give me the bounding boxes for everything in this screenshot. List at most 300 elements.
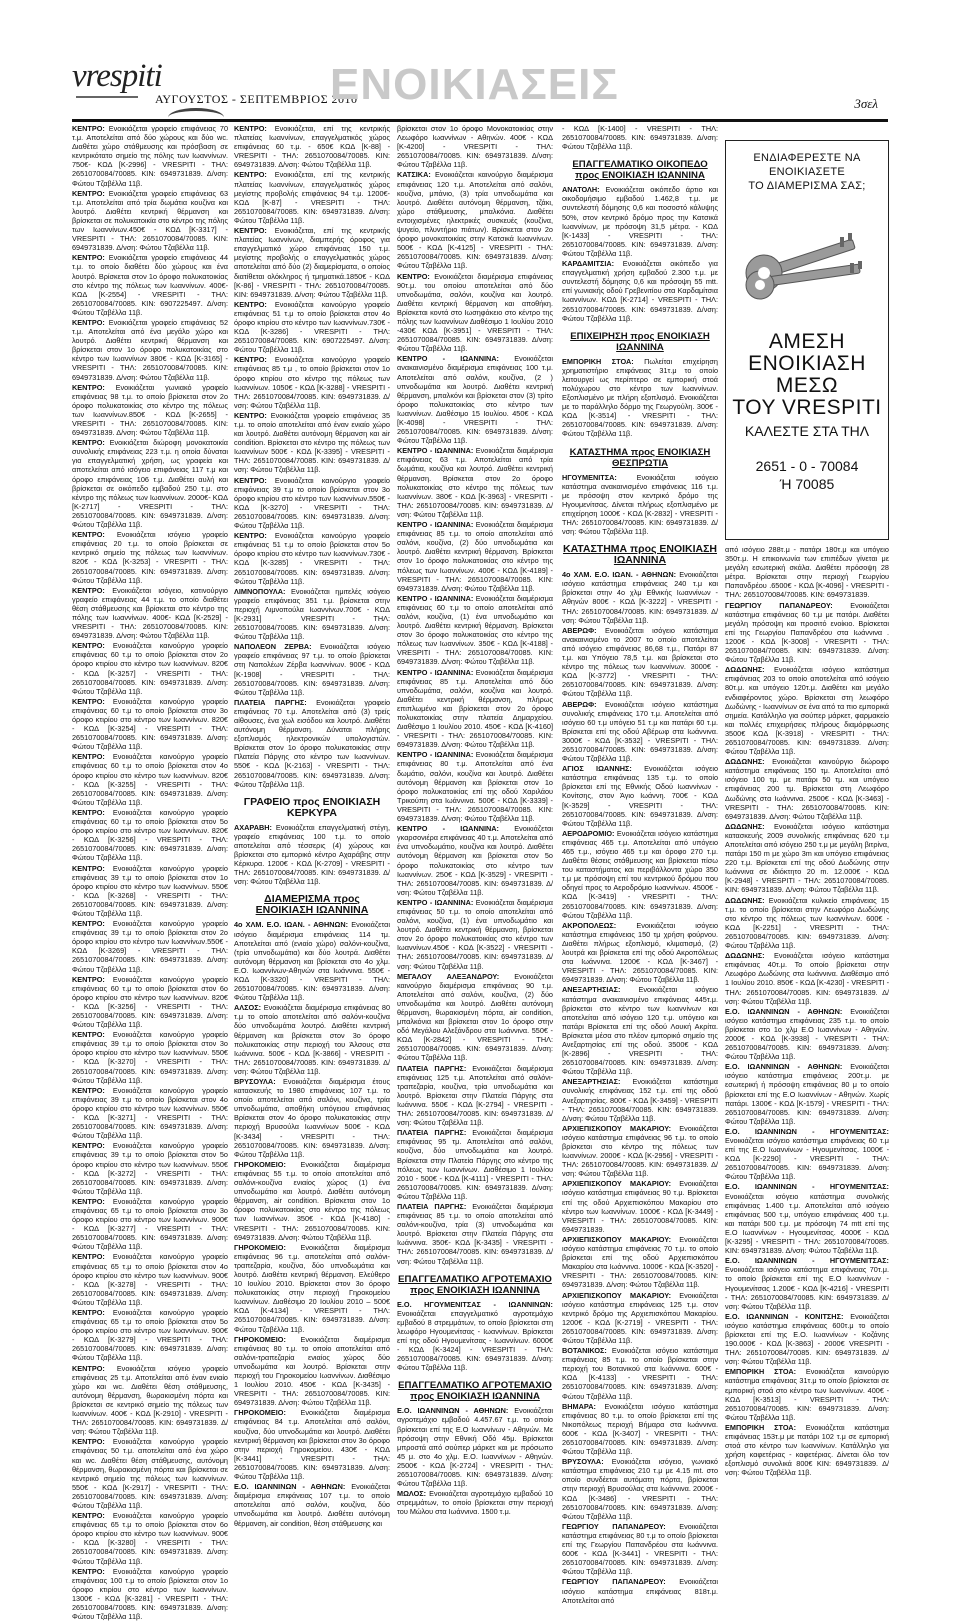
- listing-item: [562, 1077, 718, 1122]
- listing-location: ΚΕΝΤΡΟ:: [72, 585, 105, 595]
- listing-location: ΚΕΝΤΡΟ:: [72, 1566, 105, 1576]
- listing-text: Πωλείται επιχείρηση χρηματιστήριο επιφάνειας 31τ.μ το οποίο λειτουργεί ως περίπτερο σε εμπορική στοά πολύχωρου στο κέντρο των Ιωαννίνων. Εξοπλισμένο με πλήρη εξοπλισμό. Ενοικιάζεται με το παράλληλο δόρμο της Γεωργούλη. 300€ - ΚΩΔ [Κ-3514] - VRESPITI - ΤΗΛ: 2651070084/70085. ΚΙΝ: 6949731839. Δ/νση: Φώτου Τζαβέλλα 11β.: [562, 356, 718, 439]
- listing-text: Ενοικιάζεται καινούργιο γραφείο επιφάνειας 39 τ.μ το οποίο βρίσκεται στον 2ο όροφο κτιρίου στο κέντρο των Ιωαννίνων.550€ - ΚΩΔ [Κ-3269] - VRESPITI - ΤΗΛ: 2651070084/70085. ΚΙΝ: 6949731839. Δ/νση: Φώτου Τζαβέλλα 11β.: [72, 919, 228, 974]
- listing-text: Ενοικιάζεται ισόγειο κατάστημα επιφάνειας 96 τ.μ. το οποίο βρίσκεται στο κέντρο της πόλεως των Ιωαννίνων. 2000€ - ΚΩΔ [Κ-2956] - VRESPITI - ΤΗΛ: 2651070084/70085. ΚΙΝ: 6949731839. Δ/νση: Φώτου Τζαβέλλα 11β.: [562, 1123, 718, 1179]
- listing-location: ΠΛΑΤΕΙΑ ΠΑΡΓΗΣ:: [397, 1063, 467, 1073]
- listing-item: [234, 1408, 390, 1481]
- listing-item: [397, 594, 553, 667]
- page-header: [0, 0, 960, 118]
- listing-location: ΚΕΝΤΡΟ:: [72, 641, 105, 651]
- listing-location: ΚΕΝΤΡΟ:: [72, 696, 105, 706]
- listing-item: [72, 1437, 228, 1510]
- listing-text: Ενοικιάζεται καινούργιο γραφείο επιφάνειας 60 τ.μ το οποίο βρίσκεται στον 4ο όροφο κτιρίου στο κέντρο των Ιωαννίνων. 820€ - ΚΩΔ [Κ-3255] - VRESPITI - ΤΗΛ: 2651070084/70085. ΚΙΝ: 6949731839. Δ/νση: Φώτου Τζαβέλλα 11β.: [72, 752, 228, 807]
- listing-text: Ενοικιάζεται καινούργιο γραφείο επιφάνειας 85 τ.μ , το οποίο βρίσκεται στον 1ο όροφο κτιρίου στο κέντρο της πόλεως των Ιωαννίνων. 1050€ - ΚΩΔ [Κ-3288] - VRESPITI - ΤΗΛ: 2651070084/70085. ΚΙΝ: 6949731839. Δ/νση: Φώτου Τζαβέλλα 11β.: [234, 355, 390, 410]
- listing-item: [234, 1077, 390, 1159]
- listing-location: ΓΕΩΡΓΙΟΥ ΠΑΠΑΝΔΡΕΟΥ:: [725, 600, 833, 610]
- listing-text: Ενοικιάζεται κυλικείο επιφάνειας 15 τ.μ. το οποίο βρίσκεται στην Λεωφόρο Δωδώνης στο κέντρο της πόλεως των Ιωαννίνων. 600€ - ΚΩΔ [Κ-2251] - VRESPITI - ΤΗΛ: 2651070084/70085. ΚΙΝ: 6949731839. Δ/νση: Φώτου Τζαβέλλα 11β.: [725, 895, 889, 951]
- listing-text: Ενοικιάζεται καινούργιο γραφείο επιφάνειας 60 τ.μ το οποίο βρίσκεται στον 5ο όροφο κτιρίου στο κέντρο των Ιωαννίνων. 820€ - ΚΩΔ [Κ-3256] - VRESPITI - ΤΗΛ: 2651070084/70085. ΚΙΝ: 6949731839. Δ/νση: Φώτου Τζαβέλλα 11β.: [72, 807, 228, 863]
- advert-question-line: ΤΟ ΔΙΑΜΕΡΙΣΜΑ ΣΑΣ;: [748, 180, 866, 192]
- listing-location: ΚΕΝΤΡΟ:: [72, 253, 105, 263]
- listing-text: Ενοικιάζεται καινούργιο γραφείο επιφάνειας 65 τ.μ το οποίο βρίσκεται στον 5ο όροφο κτιρίου στο κέντρο των Ιωαννίνων. 900€ - ΚΩΔ [Κ-3279] - VRESPITI - ΤΗΛ: 2651070084/70085. ΚΙΝ: 6949731839. Δ/νση: Φώτου Τζαβέλλα 11β.: [72, 1308, 228, 1363]
- listing-item: [397, 1406, 553, 1488]
- listing-location: ΚΕΝΤΡΟ:: [234, 355, 267, 365]
- listing-item: [725, 1182, 889, 1255]
- listing-item: [72, 438, 228, 529]
- listing-item: [562, 985, 718, 1076]
- listing-item: [72, 124, 228, 188]
- listing-text: βρίσκεται στον 1ο όροφο Μονοκατοικίας στην Λεωφόρο Ιωαννίνων - Αθηνών. 400€ - ΚΩΔ [Κ-4200] - VRESPITI - ΤΗΛ: 2651070084/70085. ΚΙΝ: 6949731839. Δ/νση: Φώτου Τζαβέλλα 11β.: [397, 124, 553, 170]
- listing-location: ΕΜΠΟΡΙΚΗ ΣΤΟΑ:: [725, 1367, 797, 1377]
- listing-item: [234, 920, 390, 1002]
- listing-location: ΚΕΝΤΡΟ:: [72, 1252, 105, 1262]
- listing-item: [234, 642, 390, 697]
- page-number: 3σελ: [854, 96, 878, 111]
- listing-location: ΚΕΝΤΡΟ:: [72, 1085, 105, 1095]
- listing-text: Ενοικιάζεται ισόγειο κατάστημα ανακαινισμένο επιφάνειας 116 τ.μ. με πρόσοψη στον κεντρικό δρόμο της Ηγουμενίτσας. Δίνεται πλήρως εξοπλισμένο με επιχείρηση 1000€ - ΚΩΔ [Κ-2832] - VRESPITI - ΤΗΛ: 2651070084/70085. ΚΙΝ: 6949731839. Δ/νση: Φώτου Τζαβέλλα 11β.: [562, 472, 718, 537]
- listing-location: Ε.Ο. ΙΩΑΝΝΙΝΩΝ - ΑΘΗΝΩΝ:: [725, 1006, 843, 1016]
- listing-text: Ενοικιάζεται καινούργιο γραφείο επιφάνειας 51 τ.μ το οποίο βρίσκεται στον 5ο όροφο κτιρίου στο κέντρο των Ιωαννίνων.730€ - ΚΩΔ [Κ-3285] - VRESPITI - ΤΗΛ: 2651070084/70085. ΚΙΝ: 6949731839. Δ/νση: Φώτου Τζαβέλλα 11β.: [234, 531, 390, 586]
- listing-item: [562, 1402, 718, 1457]
- listing-item: [234, 300, 390, 355]
- logo-underline: [76, 96, 138, 98]
- listing-text: Ενοικιάζεται διαμέρισμα επιφάνειας 84 τ.μ. Αποτελείται από σαλόνι, κουζίνα, δύο υπνοδωμάτια και λουτρό. Διαθέτει κεντρική θέρμανση και βρίσκεται στον 3ο όροφο στην περιοχή Γηροκομείου. 430€ - ΚΩΔ [Κ-3441] - VRESPITI - ΤΗΛ: 2651070084/70085. ΚΙΝ: 6949731839. Δ/νση: Φώτου Τζαβέλλα 11β.: [234, 1408, 390, 1482]
- listing-item: [72, 808, 228, 863]
- listing-location: ΔΩΔΩΝΗΣ:: [725, 757, 765, 767]
- listing-location: ΓΗΡΟΚΟΜΕΙΟ:: [234, 1408, 286, 1418]
- listing-text: από ισόγειο 288τ.μ - πατάρι 180τ.μ και υπόγειο 350τ.μ. Η επικοινωνία των επιπέδων γίνεται με μεγάλη εσωτερική σκάλα. Διαθέτει πρόσοψη 28 μέτρα. Βρίσκεται στην περιοχή Γεωργίου Παπανδρέου .6500€ - ΚΩΔ [Κ-4096] - VRESPITI - ΤΗΛ: 2651070084/70085. ΚΙΝ: 6949731839.: [725, 545, 889, 600]
- listing-text: Ενοικιάζεται καινούργιο γραφείο επιφάνειας 39 τ.μ το οποίο βρίσκεται στον 1ο όροφο κτιρίου στο κέντρο των Ιωαννίνων. 550€ - ΚΩΔ [Κ-3268] - VRESPITI - ΤΗΛ: 2651070084/70085. ΚΙΝ: 6949731839. Δ/νση: Φώτου Τζαβέλλα 11β.: [72, 863, 228, 918]
- listing-item: [725, 896, 889, 951]
- listing-location: ΑΝΑΤΟΛΗ:: [562, 185, 600, 195]
- listing-text: Ενοικιάζεται ισόγειο κατάστημα ανακαινισμένο επιφάνειας 445τ.μ. βρίσκεται στο κέντρο των Ιωαννίνων και αποτελείται από ισόγειο 120 τ.μ. υπόγειο και πατάρι Βρίσκεται επί της οδού Λουκή Ακρίτα. Βρίσκεται μέσα στο πλέον εμπορικό σημείο της Ανεξαρτησίας επί της οδού. 3500€ - ΚΩΔ [Κ-2896] - VRESPITI - ΤΗΛ: 2651070084/70085. ΚΙΝ: 6949731839. Δ/νση: Φώτου Τζαβέλλα 11β.: [562, 985, 718, 1077]
- listing-column-2: [234, 124, 391, 1528]
- advert-headline: [726, 331, 888, 419]
- listing-item: [72, 1567, 228, 1621]
- listing-location: ΕΜΠΟΡΙΚΗ ΣΤΟΑ:: [725, 1422, 796, 1432]
- listing-location: Ε.Ο. ΙΩΑΝΝΙΝΩΝ - ΚΟΝΙΤΣΗΣ:: [725, 1311, 844, 1321]
- listing-location: ΒΗΜΑΡΑ:: [562, 1401, 596, 1411]
- listing-location: ΚΕΝΤΡΟ:: [72, 919, 105, 929]
- vrespiti-logo: [72, 58, 162, 95]
- listing-text: Ενοικιάζεται ισόγειο κατάστημα επιφάνειας 85 τ.μ. το οποίο βρίσκεται στην περιοχή του Βοτανικού στα Ιωάννινα. 600€ - ΚΩΔ [Κ-4133] - VRESPITI - ΤΗΛ: 2651070084/70085. ΚΙΝ: 6949731839. Δ/νση: Φώτου Τζαβέλλα 11β.: [562, 1346, 718, 1401]
- listing-text: Ενοικιάζεται, επί της κεντρικής πλατείας Ιωαννίνων, διαμπερής όροφος για επαγγελματικό χώρο επιφάνειας 150 τ.μ. μεγίστης προβολής ο επαγγελματικός χώρος αποτελείται από δύο (2) διαμερίσματα, ο οποίος διατίθεται ολόκληρος ή τμηματικά.1850€ - ΚΩΔ [Κ-86] - VRESPITI - ΤΗΛ: 2651070084/70085. ΚΙΝ: 6949731839. Δ/νση: Φώτου Τζαβέλλα 11β.: [234, 226, 390, 299]
- listing-item: [72, 864, 228, 919]
- listing-location: ΚΕΝΤΡΟ:: [72, 863, 105, 873]
- listing-text: Ενοικιάζεται καινούργιο γραφείο επιφάνειας 65 τ.μ το οποίο βρίσκεται στον 4ο όροφο κτιρίου στο κέντρο των Ιωαννίνων. 900€ - ΚΩΔ [Κ-3278] - VRESPITI - ΤΗΛ: 2651070084/70085. ΚΙΝ: 6949731839. Δ/νση: Φώτου Τζαβέλλα 11β.: [72, 1252, 228, 1307]
- listing-text: Ενοικιάζεται γραφείο επιφάνειας 70 τ.μ. Αποτελείται από δύο χώρους και δύο wc. Διαθέτει χώρο στάθμευσης και πρόσβαση σε κεντρικότατο σημείο της πόλης των Ιωαννίνων. 750€- ΚΩΔ [Κ-2996] - VRESPITI - ΤΗΛ: 2651070084/70085. ΚΙΝ: 6949731839. Δ/νση: Φώτου Τζαβέλλα 11β.: [72, 124, 228, 188]
- listing-location: ΚΕΝΤΡΟ:: [72, 530, 105, 540]
- listing-item: [562, 1235, 718, 1290]
- listing-item: [72, 1364, 228, 1437]
- listing-item: [72, 919, 228, 974]
- section-heading: ΚΑΤΑΣΤΗΜΑ προς ΕΝΟΙΚΙΑΣΗ ΘΕΣΠΡΩΤΙΑ: [569, 446, 711, 469]
- listing-item: [562, 921, 718, 985]
- listing-location: ΚΑΤΣΙΚΑ:: [397, 170, 431, 180]
- keys-icon: [740, 203, 876, 313]
- listing-text: Ενοικιάζεται διαμέρισμα επιφάνειας 85 τ.μ. το οποίο αποτελείται από σαλόνι, κουζίνα, (2) δύο υπνοδωμάτια και λουτρό. Διαθέτει κεντρική θέρμανση. Βρίσκεται στον 1ο όροφο πολυκατοικίας στο κέντρο της πόλεως των Ιωαννίνων. 400€ - ΚΩΔ [Κ-4189] - VRESPITI - ΤΗΛ: 2651070084/70085. ΚΙΝ: 6949731839. Δ/νση: Φώτου Τζαβέλλα 11β.: [397, 520, 553, 593]
- listing-location: ΑΡΧΙΕΠΙΣΚΟΠΟΥ ΜΑΚΑΡΙΟΥ:: [562, 1123, 672, 1133]
- listing-location: ΚΕΝΤΡΟ:: [72, 974, 105, 984]
- listing-text: Ενοικιάζεται ημιτελές ισόγειο γραφείο επιφάνειας 351 τ.μ. βρίσκεται στην περιοχή Λιμνοπούλα Ιωαννίνων.700€ - ΚΩΔ [Κ-2931] - VRESPITI - ΤΗΛ: 2651070084/70085. ΚΙΝ: 6949731839. Δ/νση: Φώτου Τζαβέλλα 11β.: [234, 586, 390, 642]
- listing-location: Ε.Ο. ΙΩΑΝΝΙΝΩΝ - ΑΘΗΝΩΝ:: [397, 1406, 509, 1416]
- listing-text: Ενοικιάζεται γραφείο επιφάνειας 44 τ.μ. το οποίο διαθέτει δύο χώρους και ένα λουτρό. Βρίσκεται στον 1ο όροφο πολυκατοικίας στο κέντρο της πόλεως των Ιωαννίνων. 400€- ΚΩΔ [Κ-2554] - VRESPITI - ΤΗΛ: 2651070084/70085. ΚΙΝ: 6907225497. Δ/νση: Φώτου Τζαβέλλα 11β.: [72, 253, 228, 317]
- listing-item: [397, 272, 553, 354]
- listing-text: Ενοικιάζεται ισόγειο κατάστημα επιφάνειας 135 τ.μ. το οποίο βρίσκεται επί της Εθνικής Οδού Ιωαννίνων - Κονίτσης, στον Άγιο Ιωάννη. 700€ - ΚΩΔ [Κ-3529] - VRESPITI - ΤΗΛ: 2651070084/70085. ΚΙΝ: 6949731839. Δ/νση: Φώτου Τζαβέλλα 11β.: [562, 764, 719, 828]
- section-title: ΕΝΟΙΚΙΑΣΕΙΣ: [330, 60, 619, 109]
- advert-call: ΚΑΛΕΣΤΕ ΣΤΑ ΤΗΛ: [744, 423, 870, 439]
- listing-item: [234, 1003, 390, 1076]
- listing-text: Ενοικιάζεται επαγγελματικό αγροτεμάχιο εμβαδού 8 στρεμμάτων, το οποίο βρίσκεται στη λεωφόρο Ηγουμενίτσας - Ιωαννίνων. Βρίσκεται επί της οδού Ηγουμενίτσας - Ιωαννίνων. 6000€ - ΚΩΔ [Κ-3424] - VRESPITI - ΤΗΛ: 2651070084/70085. ΚΙΝ: 6949731839. Δ/νση: Φώτου Τζαβέλλα 11β.: [397, 1308, 553, 1373]
- listing-text: Ενοικιάζεται ισόγειο κατάστημα επιφάνειας 125 τ.μ. στον κεντρικό δρόμο της Αρχιεπισκόπου Μακαρίου. 1200€ - ΚΩΔ [Κ-2719] - VRESPITI - ΤΗΛ: 2651070084/70085. ΚΙΝ: 6949731839. Δ/νση: Φώτου Τζαβέλλα 11β.: [562, 1290, 718, 1345]
- listing-item: [562, 1179, 718, 1234]
- listing-item: [234, 1335, 390, 1408]
- listing-text: Ενοικιάζεται οικόπεδο για επαγγελματική χρήση εμβαδού 2.300 τ.μ. με συντελεστή δόμησης 0,6 και πρόσοψη 55 mtt. επί γωνιακής οδού Γρεβενιτίου στα Καρδαμίτσια Ιωαννίνων. ΚΩΔ [Κ-2714] - VRESPITI - ΤΗΛ: 2651070084/70085. ΚΙΝ: 6949731839. Δ/νση: Φώτου Τζαβέλλα 11β.: [562, 259, 718, 323]
- listing-item: [397, 170, 553, 270]
- listing-item: [72, 253, 228, 317]
- listing-location: ΒΟΤΑΝΙΚΟΣ:: [562, 1346, 607, 1356]
- listing-item: [562, 1457, 718, 1521]
- advert-headline-line: ΤΟΥ VRESPITI: [732, 396, 882, 419]
- listing-location: Ε.Ο. ΙΩΑΝΝΙΝΩΝ - ΑΘΗΝΩΝ:: [725, 1062, 843, 1072]
- listing-location: ΑΛΣΟΣ:: [234, 1003, 261, 1013]
- listing-item: [234, 170, 390, 225]
- listing-location: ΚΕΝΤΡΟ:: [72, 1196, 105, 1206]
- listing-text: Ενοικιάζεται γραφείο επιφάνειας 63 τ.μ. Αποτελείται από τρία δωμάτια κουζίνα και λουτρό. Διαθέτει κεντρική θέρμανση και βρίσκεται σε πολυκατοικία στο κέντρο της πόλης των Ιωαννίνων.450€ - ΚΩΔ [Κ-3317] - VRESPITI - ΤΗΛ: 2651070084/70085. ΚΙΝ: 6949731839. Δ/νση: Φώτου Τζαβέλλα 11β.: [72, 188, 228, 253]
- logo-text: vrespiti: [72, 58, 162, 94]
- listing-location: ΚΕΝΤΡΟ:: [234, 170, 267, 180]
- listing-item: [234, 226, 390, 299]
- listing-text: Ενοικιάζεται καινούργιο γραφείο επιφάνειας 50 τ.μ. αποτελείται από ένα χώρο και wc. Διαθέτει θέση στάθμευσης, αυτόνομη θέρμανση, θωρακισμένη πόρτα και βρίσκεται σε κεντρικό σημείο της πόλεως των Ιωαννίνων. 550€ - ΚΩΔ [Κ-2917] - VRESPITI - ΤΗΛ: 2651070084/70085. ΚΙΝ: 6949731839. Δ/νση: Φώτου Τζαβέλλα 11β.: [72, 1437, 228, 1510]
- listing-item: [725, 545, 889, 600]
- listing-location: ΚΕΝΤΡΟ - ΙΩΑΝΝΙΝΑ:: [397, 354, 499, 364]
- advert-box: [725, 140, 889, 540]
- listing-text: Ενοικιάζεται διαμέρισμα επιφάνειας 50 τ.μ. το οποίο αποτελείται από σαλόνι, κουζίνα, (1) ένα υπνοδωμάτιο και λουτρό. Διαθέτει κεντρική θέρμανση, βρίσκεται στον 2ο όροφο πολυκατοικίας στο κέντρο των Ιωαννίνων.450€ - ΚΩΔ [Κ-3522] - VRESPITI - ΤΗΛ: 2651070084/70085. ΚΙΝ: 6949731839. Δ/νση: Φώτου Τζαβέλλα 11β.: [397, 897, 553, 971]
- listing-item: [72, 1308, 228, 1363]
- listing-location: ΑΕΡΟΔΡΟΜΙΟ:: [562, 828, 615, 838]
- listing-text: Ενοικιάζεται καινούργιο κατάστημα επιφάνειας 31τ.μ το οποίο βρίσκεται σε εμπορική στοά στο κέντρο των Ιωαννίνων. 400€ - ΚΩΔ [Κ-3513] - VRESPITI - ΤΗΛ: 2651070084/70085. ΚΙΝ: 6949731839. Δ/νση: Φώτου Τζαβέλλα 11β.: [725, 1367, 889, 1422]
- advert-headline-line: ΜΕΣΩ: [775, 374, 839, 397]
- listing-location: ΚΕΝΤΡΟ:: [234, 475, 267, 485]
- section-heading: ΕΠΑΓΓΕΛΜΑΤΙΚΟ ΟΙΚΟΠΕΔΟ προς ΕΝΟΙΚΙΑΣΗ ΙΩΑΝΝΙΝΑ: [572, 159, 708, 182]
- listing-location: ΚΑΡΔΑΜΙΤΣΙΑ:: [562, 259, 615, 269]
- listing-text: Ενοικιάζεται, επί της κεντρικής πλατείας Ιωαννίνων, επαγγελματικός χώρος επιφάνειας 60 τ.μ. - 650€ ΚΩΔ [Κ-88] - VRESPITI - ΤΗΛ: 2651070084/70085. ΚΙΝ: 6949731839. Δ/νση: Φώτου Τζαβέλλα 11β.: [234, 124, 390, 170]
- listing-location: Ε.Ο. ΙΩΑΝΝΙΝΩΝ - ΗΓΟΥΜΕΝΙΤΣΑΣ:: [725, 1126, 889, 1136]
- listing-text: Ενοικιάζεται διαμέρισμα επιφάνειας 80 τ.μ. το οποίο αποτελείται από σαλόνι-τραπεζαρία ενιαίος χώρος δύο υπνοδωμάτια και λουτρό. Βρίσκεται στην περιοχή του Γηροκομείου Ιωαννίνων. Διαθέσιμο 1 Ιουλίου 2010. 450€ - ΚΩΔ [Κ-3435] - VRESPITI - ΤΗΛ: 2651070084/70085. ΚΙΝ: 6949731839. Δ/νση: Φώτου Τζαβέλλα 11β.: [234, 1334, 390, 1408]
- listing-location: ΚΕΝΤΡΟ:: [72, 1030, 105, 1040]
- listing-item: [562, 1522, 718, 1577]
- section-heading: ΕΠΙΧΕΙΡΗΣΗ προς ΕΝΟΙΚΙΑΣΗ ΙΩΑΝΝΙΝΑ: [570, 330, 710, 353]
- listing-item: [234, 531, 390, 586]
- listing-location: ΑΚΡΟΠΟΛΕΩΣ:: [562, 920, 617, 930]
- listing-item: [562, 1577, 718, 1604]
- listing-item: [397, 1300, 553, 1373]
- listing-item: [562, 124, 718, 151]
- listing-text: Ενοικιάζεται διαμέρισμα επιφάνειας 96 τ.μ. αποτελείται από σαλόνι-τραπεζαρία, κουζίνα, δύο υπνοδωμάτια και λουτρό. Διαθέτει κεντρική θέρμανση. Ελεύθερο 10 Ιουλίου 2010. Βρίσκεται στον 3ο όροφο πολυκατοικίας στην περιοχή Γηροκομείου Ιωαννίνων. Διαθέσιμο 20 Ιουλίου 2010 – 500€ ΚΩΔ [Κ-4134] - VRESPITI - ΤΗΛ: 2651070084/70085. ΚΙΝ: 6949731839. Δ/νση: Φώτου Τζαβέλλα 11β.: [234, 1242, 390, 1334]
- listing-item: [397, 520, 553, 593]
- listing-item: [725, 1256, 889, 1311]
- listing-text: Ενοικιάζεται ισόγειο κατάστημα κατασκευής 2009 συνολικής επιφάνειας 620 τ.μ Αποτελείται από ισόγειο 250 τ.μ με μεγάλη βιτρίνα, πατάρι 150 m με χώρο 3m και υπόγειο επιφάνειας 220 τ.μ. Βρίσκεται επί της οδού Δωδώνης στην Ιωάννινα σε ιδιόκτητο 20 m. 12.000€ - ΚΩΔ [Κ-2948] - VRESPITI - ΤΗΛ: 2651070084/70085. ΚΙΝ: 6949731839. Δ/νση: Φώτου Τζαβέλλα 11β.: [725, 821, 889, 895]
- listing-item: [72, 1141, 228, 1196]
- listing-text: Ενοικιάζεται επαγγελματική στέγη, γραφείο επιφάνειας 100 τ.μ. το οποίο αποτελείται από τέσσερις (4) χώρους και βρίσκεται στο εμπορικό κέντρο Αχαράβης στην Κέρκυρα. 1200€ - ΚΩΔ [Κ-2709] - VRESPITI - ΤΗΛ: 2651070084/70085. ΚΙΝ: 6949731839. Δ/νση: Φώτου Τζαβέλλα 11β.: [234, 822, 390, 887]
- listing-text: Ενοικιάζεται καινούργιο γραφείο επιφάνειας 100 τ.μ το οποίο βρίσκεται στον 1ο όροφο κτιρίου στο κέντρο των Ιωαννίνων. 1300€ - ΚΩΔ [Κ-3281] - VRESPITI - ΤΗΛ: 2651070084/70085. ΚΙΝ: 6949731839. Δ/νση: Φώτου Τζαβέλλα 11β.: [72, 1566, 228, 1621]
- listing-item: [725, 665, 889, 756]
- listing-location: ΑΝΕΞΑΡΤΗΣΙΑΣ:: [562, 1077, 621, 1087]
- listing-item: [72, 530, 228, 585]
- listing-text: Ενοικιάζεται ισόγειο κατάστημα επιφάνειας 818τ.μ. Αποτελείται από: [562, 1577, 718, 1605]
- listing-text: Ενοικιάζεται καινούργιο γραφείο επιφάνειας 60 τ.μ το οποίο βρίσκεται στον 6ο όροφο κτιρίου στο κέντρο των Ιωαννίνων. 820€ - ΚΩΔ [Κ-3256] - VRESPITI - ΤΗΛ: 2651070084/70085. ΚΙΝ: 6949731839. Δ/νση: Φώτου Τζαβέλλα 11β.: [72, 974, 228, 1030]
- listing-item: [234, 124, 390, 169]
- listing-item: [725, 601, 889, 665]
- listing-location: ΚΕΝΤΡΟ:: [234, 531, 267, 541]
- listing-column-3: [397, 124, 553, 1517]
- listing-item: [72, 975, 228, 1030]
- listing-location: ΚΕΝΤΡΟ:: [397, 271, 430, 281]
- listing-column-5: [725, 545, 889, 1478]
- listing-text: Ενοικιάζεται διαμέρισμα επιφάνειας 55 τ.μ. το οποίο αποτελείται από σαλόνι-κουζίνα ενιαίος χώρος (1) ένα υπνοδωμάτιο και λουτρό. Διαθέτει αυτόνομη θέρμανση, air condition. Βρίσκεται στον 1ο όροφο πολυκατοικίας στο κέντρο της πόλεως των Ιωαννίνων. 350€ - ΚΩΔ [Κ-4180] - VRESPITI - ΤΗΛ: 2651070084/70085. ΚΙΝ: 6949731839. Δ/νση: Φώτου Τζαβέλλα 11β.: [234, 1159, 390, 1242]
- listing-text: Ενοικιάζεται ισόγειο κατάστημα συνολικής επιφάνειας 1.400 τ.μ. Αποτελείται από ισόγειο επιφάνειας 500 τ.μ, υπόγειο επιφάνειας 400 τ.μ. και πατάρι 500 τ.μ. με πρόσοψη 74 mtt επί της Ε.Ο Ιωαννίνων - Ηγουμενίτσας. 4000€ - ΚΩΔ [Κ-3295] - VRESPITI - ΤΗΛ: 2651070084/70085. ΚΙΝ: 6949731839. Δ/νση: Φώτου Τζαβέλλα 11β.: [725, 1191, 889, 1256]
- listing-text: Ενοικιάζεται διώροφη μονοκατοικία συνολικής επιφάνειας 223 τ.μ. η οποία δύναται για επαγγελματική χρήση, ως γραφεία και αποτελείται από ισόγειο επιφάνειας 117 τ.μ και όροφο επιφάνειας 106 τ.μ. Διαθέτει αυλή και βρίσκεται σε οικόπεδο εμβαδού 250 τ.μ. στο κέντρο της πόλεως των Ιωαννίνων. 2000€- ΚΩΔ [Κ-2717] - VRESPITI - ΤΗΛ: 2651070084/70085. ΚΙΝ: 6949731839. Δ/νση: Φώτου Τζαβέλλα 11β.: [72, 438, 228, 530]
- advert-headline-line: ΑΜΕΣΗ: [768, 330, 846, 353]
- listing-text: Ενοικιάζεται ισόγειο κατάστημα επιφάνειας 70τ.μ. το οποίο βρίσκεται επί της Ε.Ο Ιωαννίνων - Ηγουμενίτσας 1.200€ - ΚΩΔ [Κ-4216] - VRESPITI - ΤΗΛ: 2651070084/70085. ΚΙΝ: 6949731839. Δ/νση: Φώτου Τζαβέλλα 11β.: [725, 1265, 889, 1311]
- listing-text: Ενοικιάζεται καινούργιο διώροφο κατάστημα επιφάνειας 150 τμ. Αποτελείται από ισόγειο 100 τμ. με πατάρι 50 τμ. και υπόγειο επιφάνειας 200 τμ. Βρίσκεται στη Λεωφόρο Δωδώνης στα Ιωάννινα. 2500€ - ΚΩΔ [Κ-3463] - VRESPITI - ΤΗΛ: 2651070084/70085. ΚΙΝ: 6949731839. Δ/νση: Φώτου Τζαβέλλα 11β.: [725, 757, 889, 821]
- listing-location: ΚΕΝΤΡΟ:: [72, 124, 105, 133]
- listing-text: Ενοικιάζεται οικόπεδο άρτιο και οικοδομήσιμο εμβαδού 1.462,8 τ.μ. με συντελεστή δόμησης 0,6 και ποσοστό κάλυψης 50%, στον κεντρικό δρόμο προς την Κατσικά Ιωαννίνων, με πρόσοψη 31,5 μέτρα. - ΚΩΔ [Κ-1433] - VRESPITI - ΤΗΛ: 2651070084/70085. ΚΙΝ: 6949731839. Δ/νση: Φώτου Τζαβέλλα 11β.: [562, 185, 718, 258]
- listing-location: 4ο ΧΛΜ. Ε.Ο. ΙΩΑΝ. - ΑΘΗΝΩΝ:: [234, 920, 349, 930]
- listing-text: Ενοικιάζεται ισόγειο διαμέρισμα επιφάνειας 114 τμ. Αποτελείται από (ενιαίο χώρο) σαλόνι-κουζίνα, (τρία υπνοδωμάτια) και δύο λουτρά. Διαθέτει αυτόνομη θέρμανση και βρίσκεται στο 4ο χλμ. Ε.Ο. Ιωαννίνων-Αθηνών στα Ιωάννινα. 550€ - ΚΩΔ [Κ-3320] - VRESPITI - ΤΗΛ: 2651070084/70085. ΚΙΝ: 6949731839. Δ/νση: Φώτου Τζαβέλλα 11β.: [234, 920, 390, 1003]
- listing-location: ΚΕΝΤΡΟ:: [72, 1511, 105, 1521]
- listing-location: ΑΧΑΡΑΒΗ:: [234, 822, 272, 832]
- listing-item: [397, 972, 553, 1063]
- listing-text: Ενοικιάζεται καινούργιο γραφείο επιφάνειας 51 τ.μ το οποίο βρίσκεται στον 4ο όροφο κτιρίου στο κέντρο των Ιωαννίνων.730€ - ΚΩΔ [Κ-3286] - VRESPITI - ΤΗΛ: 2651070084/70085. ΚΙΝ: 6907225497. Δ/νση: Φώτου Τζαβέλλα 11β.: [234, 299, 390, 355]
- listing-item: [397, 124, 553, 169]
- listing-text: Ενοικιάζεται ισόγειο κατάστημα επιφάνειας 600τ.μ το οποίο βρίσκεται επί της Ε.Ο. Ιωαννίνων - Κοζάνης 190.000€ - ΚΩΔ [Κ-3863] - 2000€ VRESPITI - ΤΗΛ: 2651070084/70085. ΚΙΝ: 6949731839. Δ/νση: Φώτου Τζαβέλλα 11β.: [725, 1311, 889, 1367]
- listing-text: Ενοικιάζεται διαμέρισμα επιφάνειας 85 τ.μ. Αποτελείται από δύο υπνοδωμάτια, σαλόνι, κουζίνα και λουτρό. Διαθέτει κεντρική θέρμανση, πλήρως επιπλωμένο και βρίσκεται στον 2ο όροφο πολυκατοικίας στην πλατεία Δημαρχείου. Διαθέσιμο 1 Ιουλίου 2010. 450€ - ΚΩΔ [Κ-4160] - VRESPITI - ΤΗΛ: 2651070084/70085. ΚΙΝ: 6949731839. Δ/νση: Φώτου Τζαβέλλα 11β.: [397, 667, 553, 750]
- listing-item: [234, 823, 390, 887]
- listing-location: ΚΕΝΤΡΟ - ΙΩΑΝΝΙΝΑ:: [397, 897, 474, 907]
- listing-text: Ενοικιάζεται ισόγειο κατάστημα επιφάνειας 60 τ.μ επί της Ε.Ο Ιωαννίνων - Ηγουμενίτσας. 1000€ - ΚΩΔ [Κ-2290] - VRESPITI - ΤΗΛ: 2651070084/70085. ΚΙΝ: 6949731839. Δ/νση: Φώτου Τζαβέλλα 11β.: [725, 1136, 889, 1182]
- listing-location: ΜΩΛΟΣ:: [397, 1489, 427, 1499]
- listing-location: ΑΓΙΟΣ ΙΩΑΝΝΗΣ:: [562, 764, 632, 774]
- listing-location: 4ο ΧΛΜ. Ε.Ο. ΙΩΑΝ. - ΑΘΗΝΩΝ:: [562, 570, 677, 580]
- listing-location: Ε.Ο. ΗΓΟΥΜΕΝΙΤΣΑΣ - ΙΩΑΝΝΙΝΩΝ:: [397, 1299, 553, 1309]
- listing-text: Ενοικιάζεται κατάστημα επιφάνειας 153τ.μ με πατάρι 102 τ.μ σε εμπορική στοά στο κέντρο των Ιωαννίνων. Κατάλληλο για χρήση καφετέριας - καφετέριας. Δίνεται όλο τον εξοπλισμό συνολικά 800€ ΚΙΝ: 6949731839. Δ/νση: Φώτου Τζαβέλλα 11β.: [725, 1422, 889, 1478]
- listing-location: ΚΕΝΤΡΟ:: [72, 1308, 105, 1317]
- listing-text: Ενοικιάζεται διαμέρισμα έτους κατασκευής το 1980 επιφάνειας 107 τ.μ. το οποίο αποτελείται από σαλόνι, κουζίνα, τρία υπνοδωμάτια, αποθήκη υπόγειου επιφάνειας Βρίσκεται στον 4ο όροφο πολυκατοικίας στην περιοχή Βρυσούλα Ιωαννίνων 500€ - ΚΩΔ [Κ-3434] - VRESPITI - ΤΗΛ: 2651070084/70085. ΚΙΝ: 6949731839. Δ/νση: Φώτου Τζαβέλλα 11β.: [234, 1077, 390, 1159]
- listing-column-1: [72, 124, 228, 1621]
- listing-text: Ενοικιάζεται αγροτεμάχιο εμβαδού 10 στρεμμάτων, το οποίο βρίσκεται στην περιοχή του Μώλου στα Ιωάννινα. 1500 τ.μ.: [397, 1489, 553, 1517]
- listing-item: [725, 1312, 889, 1367]
- listing-text: Ενοικιάζεται γραφείο επιφάνειας 35 τ.μ. το οποίο αποτελείται από έναν ενιαίο χώρο και λουτρό. Διαθέτει αυτόνομη θέρμανση και air condition. Βρίσκεται στο κέντρο της πόλεως των Ιωαννίνων 500€ - ΚΩΔ [Κ-3395] - VRESPITI - ΤΗΛ: 2651070084/70085. ΚΙΝ: 6949731839. Δ/νση: Φώτου Τζαβέλλα 11β.: [234, 410, 390, 475]
- listing-location: ΠΛΑΤΕΙΑ ΠΑΡΓΗΣ:: [234, 697, 307, 707]
- listing-location: ΚΕΝΤΡΟ - ΙΩΑΝΝΙΝΑ:: [397, 520, 474, 530]
- listing-item: [562, 570, 718, 625]
- listing-item: [234, 355, 390, 410]
- listing-text: Ενοικιάζεται ισόγειο κατάστημα επιφάνειας 203 το οποίο αποτελείται από ισόγειο 80τ.μ. και υπόγειο 120τ.μ. Διαθέτει και μεγάλο ενδιαφέροντος χώρο. Βρίσκεται στη λεωφόρο Δωδώνης - Ιωαννίνων σε ένα από τα πιο εμπορικά σημεία. Κατάλληλο για σούπερ μάρκετ, φαρμακείο και πολλές επιχειρήσεις πλήρους διαμόρφωσης 3500€ ΚΩΔ [Κ-3918] - VRESPITI - ΤΗΛ: 2651070084/70085. ΚΙΝ: 6949731839. Δ/νση: Φώτου Τζαβέλλα 11β.: [725, 665, 889, 757]
- header-rule: [72, 119, 888, 122]
- listing-location: ΚΕΝΤΡΟ - ΙΩΑΝΝΙΝΑ:: [397, 824, 499, 834]
- listing-text: Ενοικιάζεται ισόγειο κατάστημα επιφάνειας 200τ.μ. με εσωτερική ή πρόσοψη επιφάνειας 80 μ το οποίο βρίσκεται επί της Ε.Ο Ιωαννίνων - Αθηνών. Χωρίς πατάρι. 1300€ - ΚΩΔ [Κ-1579] - VRESPITI - ΤΗΛ: 2651070084/70085. ΚΙΝ: 6949731839. Δ/νση: Φώτου Τζαβέλλα 11β.: [725, 1062, 889, 1126]
- listing-text: Ενοικιάζεται διαμέρισμα επιφάνειας 85 τ.μ. το οποίο αποτελείται από σαλόνι-κουζίνα, τρία (3) υπνοδωμάτια και λουτρό. Βρίσκεται στην Πλατεία Πάργης στα Ιωάννινα. 350€- ΚΩΔ [Κ-3435] - VRESPITI - ΤΗΛ: 2651070084/70085. ΚΙΝ: 6949731839. Δ/νση: Φώτου Τζαβέλλα 11β.: [397, 1201, 553, 1266]
- listing-location: ΚΕΝΤΡΟ:: [72, 1141, 105, 1151]
- listing-location: Ε.Ο. ΙΩΑΝΝΙΝΩΝ - ΑΘΗΝΩΝ:: [234, 1482, 346, 1492]
- listing-location: ΚΕΝΤΡΟ:: [234, 226, 267, 236]
- listing-location: ΠΛΑΤΕΙΑ ΠΑΡΓΗΣ:: [397, 1201, 467, 1211]
- listing-location: ΔΩΔΩΝΗΣ:: [725, 821, 765, 831]
- listing-item: [562, 1124, 718, 1179]
- listing-location: ΠΛΑΤΕΙΑ ΠΑΡΓΗΣ:: [397, 1128, 467, 1138]
- listing-text: Ενοικιάζεται διαμέρισμα επιφάνειας 107 τ.μ. το οποίο αποτελείται από σαλόνι, κουζίνα, δύο υπνοδωμάτια και λουτρό. Διαθέτει αυτόνομη θέρμανση, air condition, θέση στάθμευσης και: [234, 1482, 390, 1528]
- listing-text: Ενοικιάζεται καινούργιο γραφείο επιφάνειας 39 τ.μ το οποίο βρίσκεται στον 3ο όροφο κτιρίου στο κέντρο των Ιωαννίνων. 550€ - ΚΩΔ [Κ-3270] - VRESPITI - ΤΗΛ: 2651070084/70085. ΚΙΝ: 6949731839. Δ/νση: Φώτου Τζαβέλλα 11β.: [72, 1030, 228, 1085]
- listing-item: [397, 1202, 553, 1266]
- listing-location: ΓΕΩΡΓΙΟΥ ΠΑΠΑΝΔΡΕΟΥ:: [562, 1577, 666, 1587]
- listing-item: [72, 1511, 228, 1566]
- listing-item: [72, 697, 228, 752]
- issue-date: ΑΥΓΟΥΣΤΟΣ - ΣΕΠΤΕΜΒΡΙΟΣ 2010: [155, 92, 358, 106]
- listing-text: Ενοικιάζεται ισόγειο κατάστημα επιφάνειας 235 τ.μ. το οποίο βρίσκεται στο 1ο χλμ Ε.Ο Ιωαννίνων - Αθηνών. 2000€ - ΚΩΔ [Κ-3938] - VRESPITI - ΤΗΛ: 2651070084/70085. ΚΙΝ: 6949731839. Δ/νση: Φώτου Τζαβέλλα 11β.: [725, 1006, 889, 1062]
- advert-phone-line: 2651 - 0 - 70084: [755, 458, 859, 474]
- listing-location: ΚΕΝΤΡΟ:: [72, 317, 105, 327]
- listing-item: [397, 898, 553, 971]
- listing-location: ΔΩΔΩΝΗΣ:: [725, 895, 765, 905]
- listing-location: ΓΗΡΟΚΟΜΕΙΟ:: [234, 1242, 286, 1252]
- listing-location: ΔΩΔΩΝΗΣ:: [725, 665, 765, 675]
- listing-location: ΛΙΜΝΟΠΟΥΛΑ:: [234, 586, 286, 596]
- listing-location: ΚΕΝΤΡΟ:: [72, 438, 105, 448]
- listing-text: Ενοικιάζεται καινούργιο γραφείο επιφάνειας 60 τ.μ το οποίο βρίσκεται στον 2ο όροφο κτιρίου στο κέντρο των Ιωαννίνων. 820€ - ΚΩΔ [Κ-3257] - VRESPITI - ΤΗΛ: 2651070084/70085. ΚΙΝ: 6949731839. Δ/νση: Φώτου Τζαβέλλα 11β.: [72, 641, 228, 696]
- listing-location: ΚΕΝΤΡΟ - ΙΩΑΝΝΙΝΑ:: [397, 593, 474, 603]
- listing-location: ΕΜΠΟΡΙΚΗ ΣΤΟΑ:: [562, 356, 634, 366]
- listing-item: [397, 354, 553, 445]
- advert-phone-line: Ή 70085: [779, 476, 835, 492]
- listing-item: [72, 1030, 228, 1085]
- listing-text: Ενοικιάζεται, επί της κεντρικής πλατείας Ιωαννίνων, επαγγελματικός χώρος μεγίστης προβολής επιφάνειας 94 τ.μ. 1200€- ΚΩΔ [Κ-87] - VRESPITI - ΤΗΛ: 2651070084/70085. ΚΙΝ: 6949731839. Δ/νση: Φώτου Τζαβέλλα 11β.: [234, 170, 390, 225]
- listing-location: ΚΕΝΤΡΟ:: [72, 1437, 105, 1447]
- listing-text: Ενοικιάζεται ισόγειο κατάστημα συνολικής επιφάνειας 170 τ.μ. Αποτελείται από ισόγειο 60 τ.μ υπόγειο 51 τ.μ και πατάρι 60 τ.μ. Βρίσκεται επί της οδού Αβέρωφ στα Ιωάννινα. 3000€ - ΚΩΔ [Κ-3532] - VRESPITI - ΤΗΛ: 2651070084/70085. ΚΙΝ: 6949731839. Δ/νση: Φώτου Τζαβέλλα 11β.: [562, 699, 718, 764]
- listing-location: ΑΡΧΙΕΠΙΣΚΟΠΟΥ ΜΑΚΑΡΙΟΥ:: [562, 1179, 672, 1189]
- listing-item: [725, 822, 889, 895]
- listing-location: ΚΕΝΤΡΟ:: [72, 382, 105, 392]
- listing-item: [397, 668, 553, 750]
- listing-location: ΚΕΝΤΡΟ:: [72, 752, 105, 762]
- listing-location: ΑΡΧΙΕΠΙΣΚΟΠΟΥ ΜΑΚΑΡΙΟΥ:: [562, 1234, 672, 1244]
- listing-item: [234, 1482, 390, 1527]
- listing-text: Ενοικιάζεται καινούργιο γραφείο επιφάνειας 60 τ.μ το οποίο βρίσκεται στον 3ο όροφο κτιρίου στο κέντρο των Ιωαννίνων. 820€ - ΚΩΔ [Κ-3254] - VRESPITI - ΤΗΛ: 2651070084/70085. ΚΙΝ: 6949731839. Δ/νση: Φώτου Τζαβέλλα 11β.: [72, 696, 228, 752]
- listing-text: Ενοικιάζεται ισόγειο κατάστημα επιφάνειας 465 τ.μ. Αποτελείται από υπόγειο 465 τ.μ., ισόγειο 465 τ.μ και όροφο 270 τ.μ. Διαθέτει θέσεις στάθμευσης και βρίσκεται πίσω του καταστήματος και περιβάλλοντα χώρο 350 τ.μ με πρόσοψη επί του κεντρικού δρόμου που οδηγεί προς το Αεροδρόμιο Ιωαννίνων. 4500€ - ΚΩΔ [Κ-3419] - VRESPITI - ΤΗΛ: 2651070084/70085. ΚΙΝ: 6949731839. Δ/νση: Φώτου Τζαβέλλα 11β.: [562, 828, 718, 920]
- listing-text: Ενοικιάζεται ισόγειο κατάστημα επιφάνειας 80 τ.μ. το οποίο βρίσκεται επί της Νικοπόλεως περιοχή Βήμαρα στα Ιωάννινα. 600€ - ΚΩΔ [Κ-3407] - VRESPITI - ΤΗΛ: 2651070084/70085. ΚΙΝ: 6949731839. Δ/νση: Φώτου Τζαβέλλα 11β.: [562, 1401, 718, 1457]
- listing-location: ΑΒΕΡΩΦ:: [562, 699, 597, 709]
- listing-text: Ενοικιάζεται διαμέρισμα επιφάνειας 90τ.μ. του οποίου αποτελείται από δύο υπνοδωμάτια, σαλόνι, κουζίνα και λουτρό. Διαθέτει κεντρική θέρμανση και αποθήκη. Βρίσκεται κοντά στο Ιωσηφάκειο στο κέντρο της πόλης των Ιωαννίνων Διαθέσιμο 1 Ιουλίου 2010 -430€ ΚΩΔ [Κ-3951] - VRESPITI - ΤΗΛ: 2651070084/70085. ΚΙΝ: 6949731839. Δ/νση: Φώτου Τζαβέλλα 11β.: [397, 271, 553, 354]
- listing-location: ΜΕΓΑΛΟΥ ΑΛΕΞΑΝΔΡΟΥ:: [397, 971, 500, 981]
- listing-text: Ενοικιάζεται γωνιακό γραφείο επιφάνειας 98 τ.μ. το οποίο βρίσκεται στον 2ο όροφο πολυκατοικίας στο κέντρο της πόλεως των Ιωαννίνων.850€ - ΚΩΔ [Κ-2655] - VRESPITI - ΤΗΛ: 2651070084/70085. ΚΙΝ: 6949731839. Δ/νση: Φώτου Τζαβέλλα 11β.: [72, 382, 228, 438]
- listing-location: ΝΑΠΟΛΕΟΝ ΖΕΡΒΑ:: [234, 642, 312, 652]
- listing-item: [397, 824, 553, 897]
- listing-text: Ενοικιάζεται καινούργιο γραφείο επιφάνειας 65 τ.μ το οποίο βρίσκεται στον 6ο όροφο κτιρίου στο κέντρο των Ιωαννίνων. 900€ - ΚΩΔ [Κ-3280] - VRESPITI - ΤΗΛ: 2651070084/70085. ΚΙΝ: 6949731839. Δ/νση: Φώτου Τζαβέλλα 11β.: [72, 1511, 228, 1566]
- listing-location: ΚΕΝΤΡΟ - ΙΩΑΝΝΙΝΑ:: [397, 446, 474, 456]
- listing-item: [725, 1367, 889, 1422]
- listing-location: Ε.Ο. ΙΩΑΝΝΙΝΩΝ - ΗΓΟΥΜΕΝΙΤΣΑΣ:: [725, 1182, 889, 1192]
- listing-item: [234, 411, 390, 475]
- listing-item: [72, 1086, 228, 1141]
- listing-location: ΚΕΝΤΡΟ:: [234, 299, 267, 309]
- section-heading: ΕΠΑΓΓΕΛΜΑΤΙΚΟ ΑΓΡΟΤΕΜΑΧΙΟ προς ΕΝΟΙΚΙΑΣΗ ΙΩΑΝΝΙΝΑ: [398, 1380, 552, 1403]
- listing-text: - ΚΩΔ [Κ-1400] - VRESPITI - ΤΗΛ: 2651070084/70085. ΚΙΝ: 6949731839. Δ/νση: Φώτου Τζαβέλλα 11β.: [562, 124, 718, 152]
- listing-item: [234, 1243, 390, 1334]
- listing-item: [234, 476, 390, 531]
- listing-location: ΒΡΥΣΟΥΛΑ:: [234, 1077, 276, 1086]
- listing-location: ΚΕΝΤΡΟ:: [234, 124, 267, 133]
- listing-location: ΗΓΟΥΜΕΝΙΤΣΑ:: [562, 472, 617, 482]
- listing-location: ΓΗΡΟΚΟΜΕΙΟ:: [234, 1159, 286, 1169]
- listing-item: [562, 764, 718, 828]
- listing-item: [72, 752, 228, 807]
- listing-location: ΓΕΩΡΓΙΟΥ ΠΑΠΑΝΔΡΕΟΥ:: [562, 1521, 666, 1531]
- listing-item: [234, 698, 390, 789]
- listing-text: Ενοικιάζεται ισόγειο κατάστημα επιφάνειας 90 τ.μ. Βρίσκεται επί της οδού Αρχιεπισκόπου Μακαρίου στο κέντρο των Ιωαννίνων. 1000€ - ΚΩΔ [Κ-3449] - VRESPITI - ΤΗΛ: 2651070084/70085. ΚΙΝ: 6949731839.: [562, 1179, 718, 1234]
- listing-text: Ενοικιάζεται καινούργιο γραφείο επιφάνειας 65 τ.μ το οποίο βρίσκεται στον 3ο όροφο κτιρίου στο κέντρο των Ιωαννίνων. 900€ - ΚΩΔ [Κ-3277] - VRESPITI - ΤΗΛ: 2651070084/70085. ΚΙΝ: 6949731839. Δ/νση: Φώτου Τζαβέλλα 11β.: [72, 1196, 228, 1252]
- listing-text: Ενοικιάζεται ανακαινισμένο διαμέρισμα επιφάνειας 100 τ.μ. Αποτελείται από σαλόνι, κουζίνα, (2 ) υπνοδωμάτια και λουτρό. Διαθέτει κεντρική θέρμανση, μπαλκόνι και βρίσκεται στον (3) τρίτο όροφο πολυκατοικίας στο κέντρο των Ιωαννίνων. Διαθέσιμο 15 Ιουλίου. 450€ - ΚΩΔ [Κ-4098] - VRESPITI - ΤΗΛ: 2651070084/70085. ΚΙΝ: 6949731839. Δ/νση: Φώτου Τζαβέλλα 11β.: [397, 354, 553, 446]
- listing-location: ΑΝΕΞΑΡΤΗΣΙΑΣ:: [562, 985, 621, 995]
- listing-text: Ενοικιάζεται καινούργιο γραφείο επιφάνειας 39 τ.μ το οποίο βρίσκεται στον 5ο όροφο κτιρίου στο κέντρο των Ιωαννίνων. 550€ - ΚΩΔ [Κ-3272] - VRESPITI - ΤΗΛ: 2651070084/70085. ΚΙΝ: 6949731839. Δ/νση: Φώτου Τζαβέλλα 11β.: [72, 1141, 228, 1196]
- listing-location: ΔΩΔΩΝΗΣ:: [725, 951, 765, 961]
- listing-text: Ενοικιάζεται γκαρσονιέρα επιφάνειας 40 τ.μ. Αποτελείται από ένα υπνοδωμάτιο, κουζίνα και λουτρό. Διαθέτει αυτόνομη θέρμανση και βρίσκεται στον 5ο όροφο πολυκατοικίας στο κέντρο των Ιωαννίνων. 250€ - ΚΩΔ [Κ-3529] - VRESPITI - ΤΗΛ: 2651070084/70085. ΚΙΝ: 6949731839. Δ/νση: Φώτου Τζαβέλλα 11β.: [397, 824, 553, 897]
- advert-headline-line: ΕΝΟΙΚΙΑΣΗ: [748, 352, 866, 375]
- listing-item: [562, 829, 718, 920]
- listing-item: [562, 357, 718, 439]
- listing-location: ΚΕΝΤΡΟ:: [234, 410, 267, 420]
- listing-location: ΚΕΝΤΡΟ - ΙΩΑΝΝΙΝΑ:: [397, 750, 474, 760]
- section-heading: ΓΡΑΦΕΙΟ προς ΕΝΟΙΚΙΑΣΗ ΚΕΡΚΥΡΑ: [243, 795, 381, 819]
- section-heading: ΚΑΤΑΣΤΗΜΑ προς ΕΝΟΙΚΙΑΣΗ ΙΩΑΝΝΙΝΑ: [562, 543, 718, 567]
- listing-location: ΒΡΥΣΟΥΛΑ:: [562, 1457, 604, 1467]
- listing-text: Ενοικιάζεται γραφείο επιφάνειας 52 τ.μ. Αποτελείται από ένα μεγάλο χώρο και λουτρό. Διαθέτει κεντρική θέρμανση και βρίσκεται στον 1ο όροφο πολυκατοικίας στο κέντρο των Ιωαννίνων 380€ - ΚΩΔ [Κ-3165] - VRESPITI - ΤΗΛ: 2651070084/70085. ΚΙΝ: 6949731839. Δ/νση: Φώτου Τζαβέλλα 11β.: [72, 317, 228, 382]
- listing-text: Ενοικιάζεται ισόγειο γραφείο επιφάνειας 20 τ.μ. το οποίο βρίσκεται σε κεντρικό σημείο της πόλεως των Ιωαννίνων. 820€ - ΚΩΔ [Κ-3253] - VRESPITI - ΤΗΛ: 2651070084/70085. ΚΙΝ: 6949731839. Δ/νση: Φώτου Τζαβέλλα 11β.: [72, 530, 228, 585]
- listing-text: Ενοικιάζεται ισόγειο κατάστημα επιφάνειας 240 τ.μ και βρίσκεται στην 4ο χλμ Εθνικής Ιωαννίνων - Αθηνών 800€ - ΚΩΔ [Κ-3222] - VRESPITI - ΤΗΛ: 2651070084/70085. ΚΙΝ: 6949731839. Δ/νση: Φώτου Τζαβέλλα 11β.: [562, 570, 718, 625]
- listing-text: Ενοικιάζεται ισόγειο κατάστημα επιφάνειας 70 τ.μ. το οποίο βρίσκεται επί της οδού Αρχιεπισκόπου Μακαρίου στα Ιωάννινα. 1000€ - ΚΩΔ [Κ-3520] - VRESPITI - ΤΗΛ: 2651070084/70085. ΚΙΝ: 6949731839. Δ/νση: Φώτου Τζαβέλλα 11β.: [562, 1234, 718, 1290]
- advert-question: [726, 151, 888, 193]
- listing-text: Ενοικιάζεται διαμέρισμα επιφάνειας 125 τ.μ. Αποτελείται από σαλόνι-τραπεζαρία, κουζίνα, τρία υπνοδωμάτια και λουτρό. Βρίσκεται στην Πλατεία Πάργης στα Ιωάννινα. 550€ - ΚΩΔ [Κ-2794] - VRESPITI - ΤΗΛ: 2651070084/70085. ΚΙΝ: 6949731839. Δ/νση: Φώτου Τζαβέλλα 11β.: [397, 1063, 553, 1128]
- listing-text: Ενοικιάζεται κατάστημα επιφάνειας 60 τ.μ με πατάρι. Διαθέτει μεγάλη πρόσοψη και προσιτό ενοίκιο. Βρίσκεται επί της Γεωργίου Παπανδρέου στα Ιωάννινα . 1200€ - ΚΩΔ [Κ-3008] - VRESPITI - ΤΗΛ: 2651070084/70085. ΚΙΝ: 6949731839. Δ/νση: Φώτου Τζαβέλλα 11β.: [725, 600, 889, 665]
- listing-item: [725, 1423, 889, 1478]
- listing-text: Ενοικιάζεται διαμέρισμα επιφάνειας 95 τμ. Αποτελείται από σαλόνι, κουζίνα, δύο υπνοδωμάτια και λουτρό. Βρίσκεται στην Πλατεία Πάργης στο κέντρο της πόλεως των Ιωαννίνων. Διαθέσιμο 1 Ιουλίου 2010 - 500€ - ΚΩΔ [Κ-4111] - VRESPITI - ΤΗΛ: 2651070084/70085. ΚΙΝ: 6949731839. Δ/νση: Φώτου Τζαβέλλα 11β.: [397, 1128, 553, 1201]
- listing-location: ΚΕΝΤΡΟ - ΙΩΑΝΝΙΝΑ:: [397, 667, 474, 677]
- listing-item: [725, 1127, 889, 1182]
- listing-text: Ενοικιάζεται ισόγειο γραφείο επιφάνειας 97 τ.μ. το οποίο βρίσκεται στη Ναπολέων Ζέρβα Ιωαννίνων. 900€ - ΚΩΔ [Κ-1908] - VRESPITI - ΤΗΛ: 2651070084/70085. ΚΙΝ: 6949731839. Δ/νση: Φώτου Τζαβέλλα 11β.: [234, 642, 391, 697]
- listing-item: [562, 626, 718, 699]
- advert-question-line: ΕΝΔΙΑΦΕΡΕΣΤΕ ΝΑ: [753, 152, 861, 164]
- listing-item: [397, 1128, 553, 1201]
- advert-question-line: ΕΝΟΙΚΙΑΣΕΤΕ: [768, 166, 846, 178]
- listing-item: [562, 1346, 718, 1401]
- listing-location: ΚΕΝΤΡΟ:: [72, 1363, 105, 1373]
- listing-location: ΚΕΝΤΡΟ:: [72, 807, 105, 817]
- listing-text: Ενοικιάζεται ισόγειο κατάστημα ανακαινισμένο το 2007 το οποίο αποτελείται από ισόγειο επιφάνειας 86,68 τ.μ., Πατάρι 87 τ.μ. και Υπόγειο 78,5 τ.μ. και βρίσκεται στο κέντρο της πόλεως των Ιωαννίνων. 3000€ - ΚΩΔ [Κ-3772] - VRESPITI - ΤΗΛ: 2651070084/70085. ΚΙΝ: 6949731839. Δ/νση: Φώτου Τζαβέλλα 11β.: [562, 625, 718, 699]
- listing-column-4: [562, 124, 719, 1605]
- listing-text: Ενοικιάζεται διαμέρισμα επιφάνειας 63 τ.μ. Αποτελείται από τρία δωμάτια, κουζίνα και λουτρό. Διαθέτει κεντρική θέρμανση. Βρίσκεται στον 2ο όροφο πολυκατοικίας στο κέντρο της πόλεως των Ιωαννίνων. 380€ - ΚΩΔ [Κ-3963] - VRESPITI - ΤΗΛ: 2651070084/70085. ΚΙΝ: 6949731839. Δ/νση: Φώτου Τζαβέλλα 11β.: [397, 446, 553, 519]
- listing-item: [397, 1064, 553, 1128]
- listing-item: [562, 1291, 718, 1346]
- listing-text: Ενοικιάζεται καινούργιο διαμέρισμα επιφάνειας 120 τ.μ. Αποτελείται από σαλόνι, κουζίνα, μπάνιο, (3) τρία υπνοδωμάτια και λουτρό. Διαθέτει αυτόνομη θέρμανση, τζάκι, χώρο στάθμευσης, μπαλκόνια. Διαθέτει εντοιχισμένες ηλεκτρικές συσκευές (κουζίνα, ψυγείο, πλυντήριο πιάτων). Βρίσκεται στον 2ο όροφο μονοκατοικίας στην Κατσικά Ιωαννίνων. 500€ - ΚΩΔ [Κ-4125] - VRESPITI - ΤΗΛ: 2651070084/70085. ΚΙΝ: 6949731839. Δ/νση: Φώτου Τζαβέλλα 11β.: [397, 170, 553, 271]
- listing-item: [72, 1197, 228, 1252]
- section-heading: ΔΙΑΜΕΡΙΣΜΑ προς ΕΝΟΙΚΙΑΣΗ ΙΩΑΝΝΙΝΑ: [255, 893, 369, 917]
- listing-text: Ενοικιάζεται ισόγειο γραφείο επιφάνειας 25 τ.μ. Αποτελείται από έναν ενιαίο χώρο και wc. Διαθέτει θέση στάθμευσης, αυτόνομη θέρμανση, θωρακισμένη πόρτα και βρίσκεται σε κεντρικό σημείο της πόλεως των Ιωαννίνων. 400€ - ΚΩΔ [Κ-2910] - VRESPITI - ΤΗΛ: 2651070084/70085. ΚΙΝ: 6949731839. Δ/νση: Φώτου Τζαβέλλα 11β.: [72, 1363, 228, 1437]
- listing-location: ΑΡΧΙΕΠΙΣΚΟΠΟΥ ΜΑΚΑΡΙΟΥ:: [562, 1290, 672, 1300]
- listing-item: [562, 185, 718, 258]
- listing-item: [725, 1007, 889, 1062]
- listing-text: Ενοικιάζεται αγροτεμάχιο εμβαδού 4.457.67 τ.μ. το οποίο βρίσκεται επί της Ε.Ο Ιωαννίνων - Αθηνών. Με πρόσοψη στην Εθνική Οδό 45μ. Βρίσκεται μπροστά από σούπερ μάρκετ και με πρόσωπο 45 μ. στο 4ο χλμ. Ε.Ο. Ιωαννίνων - Αθηνών. 2500€ - ΚΩΔ [Κ-2724] - VRESPITI - ΤΗΛ: 2651070084/70085. ΚΙΝ: 6949731839. Δ/νση: Φώτου Τζαβέλλα 11β.: [397, 1406, 553, 1489]
- listing-text: Ενοικιάζεται γραφείο επιφάνειας 70 τ.μ. Αποτελείται από (3) τρείς αίθουσες, ένα χωλ εισόδου και λουτρό. Διαθέτει αυτόνομη θέρμανση. Δύναται πλήρης εξοπλισμός ηλεκτρονικών υπολογιστών. Βρίσκεται στον 1ο όροφο πολυκατοικίας στην Πλατεία Πάργης στο κέντρο των Ιωαννίνων. 550€ - ΚΩΔ [Κ-2163] - VRESPITI - ΤΗΛ: 2651070084/70085. ΚΙΝ: 6949731839. Δ/νση: Φώτου Τζαβέλλα 11β.: [234, 697, 390, 789]
- advert-phone: [726, 457, 888, 493]
- listing-item: [234, 587, 390, 642]
